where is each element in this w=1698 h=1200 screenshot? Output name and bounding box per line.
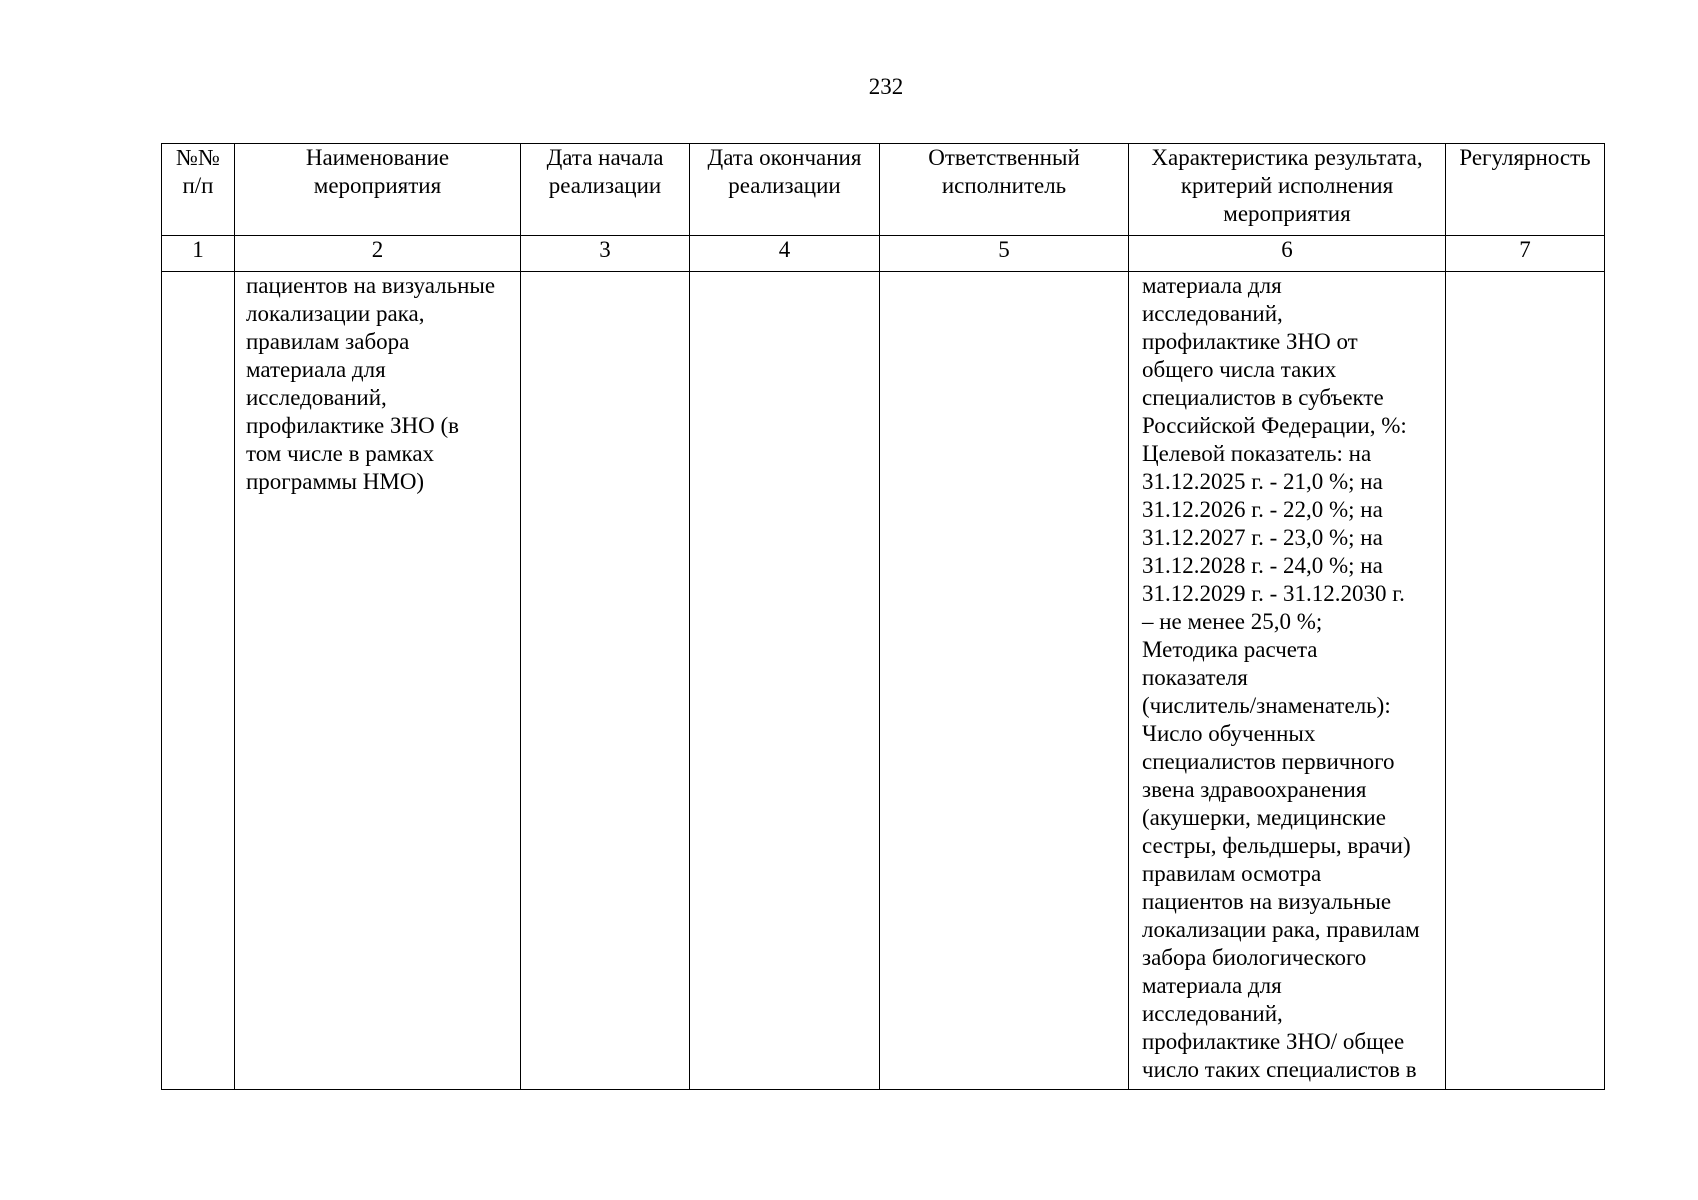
cell-measure-name: пациентов на визуальные локализации рака, правилам забора материала для исследований, профилактике ЗНО (в том числе в рамках программы НМО) xyxy=(235,272,521,1090)
column-number: 5 xyxy=(880,236,1129,272)
cell-responsible xyxy=(880,272,1129,1090)
cell-number xyxy=(162,272,235,1090)
header-number: №№ п/п xyxy=(162,144,235,236)
column-number: 1 xyxy=(162,236,235,272)
table-header-row xyxy=(162,144,1605,236)
cell-start-date xyxy=(521,272,690,1090)
cell-result-characteristic: материала для исследований, профилактике ЗНО от общего числа таких специалистов в субъекте Российской Федерации, %: Целевой показатель: на 31.12.2025 г. - 21,0 %; на 31.12.2026 г. - 22,0 %; на 31.12.2027 г. - 23,0 %; на 31.12.2028 г. - 24,0 %; на 31.12.2029 г. - 31.12.2030 г. – не менее 25,0 %; Методика расчета показателя (числитель/знаменатель): Число обученных специалистов первичного звена здравоохранения (акушерки, медицинские сестры, фельдшеры, врачи) правилам осмотра пациентов на визуальные локализации рака, правилам забора биологического материала для исследований, профилактике ЗНО/ общее число таких специалистов в xyxy=(1129,272,1446,1090)
cell-end-date xyxy=(690,272,880,1090)
header-measure-name: Наименование мероприятия xyxy=(235,144,521,236)
header-result-characteristic: Характеристика результата, критерий исполнения мероприятия xyxy=(1129,144,1446,236)
column-number: 7 xyxy=(1446,236,1605,272)
column-number: 2 xyxy=(235,236,521,272)
cell-regularity xyxy=(1446,272,1605,1090)
header-regularity: Регулярность xyxy=(1446,144,1605,236)
header-responsible: Ответственный исполнитель xyxy=(880,144,1129,236)
measures-table xyxy=(161,143,1605,1090)
column-number: 3 xyxy=(521,236,690,272)
header-end-date: Дата окончания реализации xyxy=(690,144,880,236)
column-number-row xyxy=(162,236,1605,272)
column-number: 6 xyxy=(1129,236,1446,272)
column-number: 4 xyxy=(690,236,880,272)
header-start-date: Дата начала реализации xyxy=(521,144,690,236)
table-row xyxy=(162,272,1605,1090)
page-number: 232 xyxy=(868,74,904,99)
